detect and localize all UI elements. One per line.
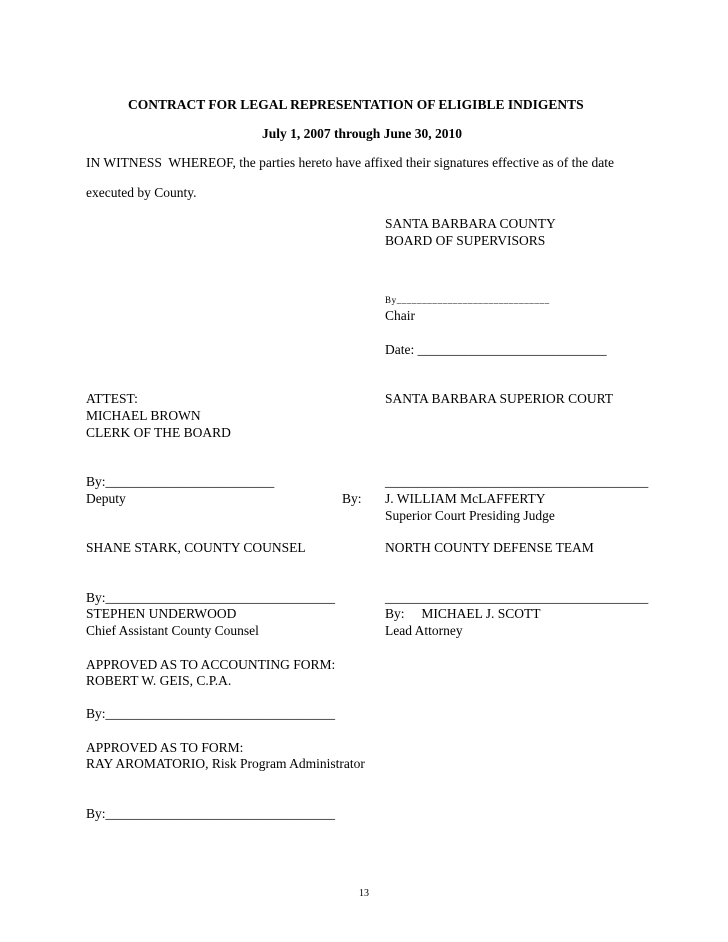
- attest-name: MICHAEL BROWN: [86, 408, 201, 423]
- witness-line-1: IN WITNESS WHEREOF, the parties hereto have affixed their signatures effective as of the date: [86, 155, 615, 170]
- defense-team-name: NORTH COUNTY DEFENSE TEAM: [385, 540, 594, 555]
- county-counsel-signer-title: Chief Assistant County Counsel: [86, 623, 259, 638]
- court-signer-title: Superior Court Presiding Judge: [385, 508, 555, 523]
- contract-period: July 1, 2007 through June 30, 2010: [262, 126, 463, 141]
- court-signer-name: J. WILLIAM McLAFFERTY: [385, 491, 546, 506]
- board-name: BOARD OF SUPERVISORS: [385, 233, 546, 248]
- county-counsel-label: SHANE STARK, COUNTY COUNSEL: [86, 540, 306, 555]
- document-title: CONTRACT FOR LEGAL REPRESENTATION OF ELIGIBLE INDIGENTS: [128, 97, 584, 112]
- defense-signer-name: By: MICHAEL J. SCOTT: [385, 606, 541, 621]
- page-number: 13: [359, 888, 369, 899]
- attest-signature-line: By:_________________________: [86, 474, 275, 489]
- court-by-label: By:: [342, 491, 362, 506]
- board-date-line: Date: ____________________________: [385, 342, 607, 357]
- court-signature-line: _______________________________________: [385, 474, 649, 489]
- accounting-signature-line: By:__________________________________: [86, 706, 336, 721]
- form-signature-line: By:__________________________________: [86, 806, 336, 821]
- defense-signature-line: _______________________________________: [385, 590, 649, 605]
- court-name: SANTA BARBARA SUPERIOR COURT: [385, 391, 614, 406]
- form-approval-label: APPROVED AS TO FORM:: [86, 740, 244, 755]
- accounting-approval-label: APPROVED AS TO ACCOUNTING FORM:: [86, 657, 336, 672]
- witness-line-2: executed by County.: [86, 185, 197, 200]
- defense-signer-title: Lead Attorney: [385, 623, 463, 638]
- form-approver-name: RAY AROMATORIO, Risk Program Administrator: [86, 756, 365, 771]
- attest-title: CLERK OF THE BOARD: [86, 425, 231, 440]
- attest-label: ATTEST:: [86, 391, 138, 406]
- board-county-name: SANTA BARBARA COUNTY: [385, 216, 556, 231]
- board-signature-line: By______________________________: [385, 295, 550, 305]
- accounting-approver-name: ROBERT W. GEIS, C.P.A.: [86, 673, 232, 688]
- county-counsel-signer-name: STEPHEN UNDERWOOD: [86, 606, 237, 621]
- board-signer-title: Chair: [385, 308, 415, 323]
- attest-role: Deputy: [86, 491, 126, 506]
- county-counsel-signature-line: By:__________________________________: [86, 590, 336, 605]
